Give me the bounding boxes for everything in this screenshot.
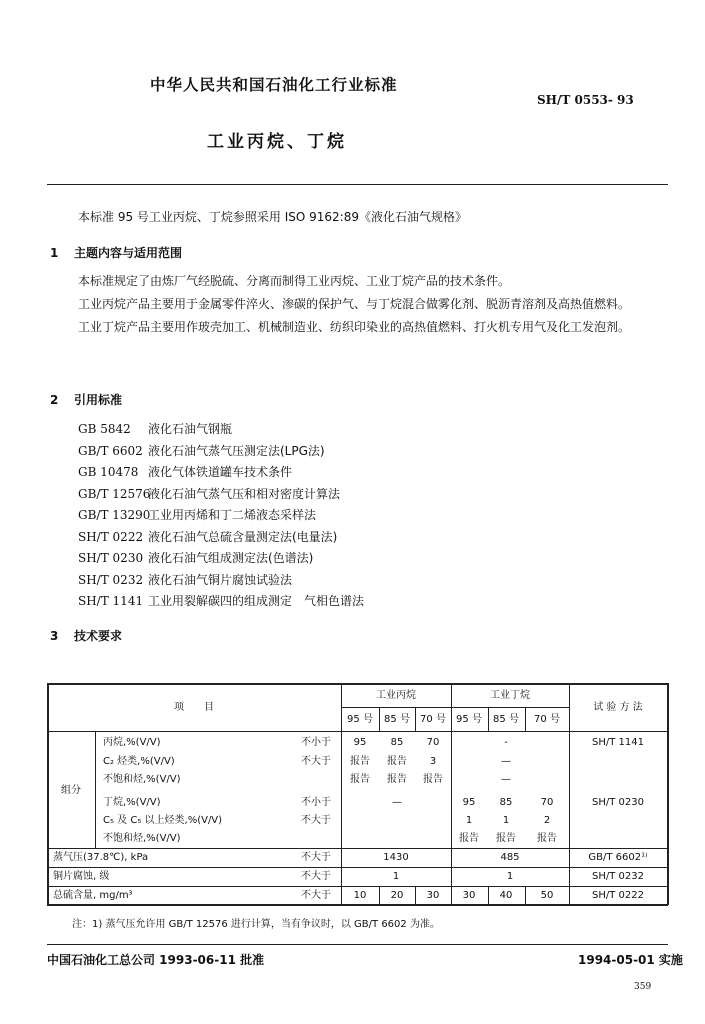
cell: 70 — [426, 737, 440, 748]
reference-name: 液化石油气蒸气压测定法(LPG法) — [148, 443, 325, 458]
table-line — [451, 683, 452, 905]
header-grade: 95 号 — [456, 714, 482, 725]
header-grade: 70 号 — [420, 714, 446, 725]
intro-paragraph: 本标准 95 号工业丙烷、丁烷参照采用 ISO 9162:89《液化石油气规格》 — [78, 210, 467, 224]
cell: 485 — [500, 852, 520, 863]
row-name: 不饱和烃,%(V/V) — [103, 774, 181, 785]
cell: — — [392, 797, 402, 808]
section-1-body — [52, 272, 668, 341]
group-label: 组分 — [61, 785, 81, 796]
table-line — [341, 683, 342, 905]
table-line — [47, 731, 668, 732]
standard-code: SH/T 0553- 93 — [537, 93, 634, 107]
header-propane: 工业丙烷 — [376, 690, 416, 701]
row-method: SH/T 0230 — [592, 797, 644, 808]
implementation-date: 1994-05-01 实施 — [578, 953, 683, 967]
table-line — [95, 731, 96, 848]
cell: 报告 — [350, 774, 370, 785]
cell: 1430 — [383, 852, 409, 863]
row-condition: 不大于 — [301, 890, 331, 901]
table-line — [415, 886, 416, 905]
reference-item — [78, 592, 364, 614]
footer-rule — [47, 944, 668, 945]
row-name: 丙烷,%(V/V) — [103, 737, 161, 748]
table-line — [47, 867, 668, 868]
reference-code: GB 10478 — [78, 465, 139, 479]
cell: 10 — [353, 890, 367, 901]
cell: 报告 — [423, 774, 443, 785]
table-note: 注：1) 蒸气压允许用 GB/T 12576 进行计算，当有争议时，以 GB/T 6602 为准。 — [72, 919, 440, 930]
cell: 报告 — [387, 774, 407, 785]
header-grade: 95 号 — [347, 714, 373, 725]
section-number: 1 — [50, 246, 59, 260]
cell: 30 — [462, 890, 476, 901]
reference-name: 液化石油气铜片腐蚀试验法 — [148, 572, 293, 587]
page-number: 359 — [634, 982, 652, 992]
cell: — — [501, 774, 511, 785]
reference-name: 液化石油气钢瓶 — [148, 422, 233, 436]
table-line — [415, 707, 416, 731]
cell: 2 — [543, 815, 551, 826]
cell: — — [501, 756, 511, 767]
row-name: 丁烷,%(V/V) — [103, 797, 161, 808]
row-condition: 不大于 — [301, 871, 331, 882]
reference-code: GB/T 12576 — [78, 486, 151, 501]
reference-code: SH/T 0232 — [78, 572, 144, 587]
reference-name: 工业用丙烯和丁二烯液态采样法 — [148, 508, 317, 522]
header-rule — [47, 184, 668, 185]
reference-item — [78, 463, 364, 485]
reference-code: SH/T 1141 — [78, 594, 144, 608]
reference-name: 液化气体铁道罐车技术条件 — [148, 465, 293, 479]
reference-item — [78, 506, 364, 528]
section-3-heading — [50, 627, 122, 644]
row-method: GB/T 6602¹⁾ — [588, 852, 648, 863]
section-number: 3 — [50, 629, 59, 643]
paragraph: 工业丁烷产品主要用作玻壳加工、机械制造业、纺织印染业的高热值燃料、打火机专用气及化工发泡剂。 — [78, 320, 631, 334]
row-method: SH/T 1141 — [592, 737, 644, 748]
paragraph: 工业丙烷产品主要用于金属零件淬火、渗碳的保护气、与丁烷混合做雾化剂、脱沥青溶剂及高热值燃料。 — [78, 297, 631, 311]
standard-body-title: 中华人民共和国石油化工行业标准 — [150, 76, 398, 94]
cell: - — [504, 737, 508, 748]
table-line — [379, 707, 380, 731]
reference-code: SH/T 0230 — [78, 551, 144, 565]
table-border-bottom — [47, 904, 668, 906]
table-line — [525, 886, 526, 905]
cell: 报告 — [459, 833, 479, 844]
reference-item — [78, 571, 364, 593]
cell: 1 — [502, 815, 510, 826]
reference-name: 液化石油气总硫含量测定法(电量法) — [148, 529, 338, 544]
row-condition: 不大于 — [301, 852, 331, 863]
cell: 50 — [540, 890, 554, 901]
row-condition: 不大于 — [301, 756, 331, 767]
reference-list — [78, 420, 364, 614]
table-border-right — [667, 683, 669, 905]
table-line — [525, 707, 526, 731]
reference-code: GB/T 6602 — [78, 443, 143, 458]
cell: 报告 — [350, 756, 370, 767]
cell: 报告 — [387, 756, 407, 767]
row-name: 不饱和烃,%(V/V) — [103, 833, 181, 844]
document-title: 工业丙烷、丁烷 — [207, 132, 347, 152]
header-grade: 85 号 — [384, 714, 410, 725]
section-title: 引用标准 — [74, 393, 123, 407]
table-border-left — [47, 683, 49, 905]
approval-line: 中国石油化工总公司 1993-06-11 批准 — [47, 953, 265, 967]
row-method: SH/T 0222 — [592, 890, 644, 901]
cell: 报告 — [537, 833, 557, 844]
cell: 95 — [462, 797, 476, 808]
header-grade: 85 号 — [493, 714, 519, 725]
reference-code: GB/T 13290 — [78, 508, 151, 522]
row-name: 总硫含量, mg/m³ — [53, 890, 133, 901]
row-method: SH/T 0232 — [592, 871, 644, 882]
table-line — [488, 886, 489, 905]
cell: 40 — [499, 890, 513, 901]
reference-item — [78, 549, 364, 571]
cell: 1 — [392, 871, 400, 882]
table-line — [47, 848, 668, 849]
row-condition: 不大于 — [301, 815, 331, 826]
row-name: 蒸气压(37.8℃), kPa — [53, 852, 149, 863]
row-name: C₂ 烃类,%(V/V) — [103, 756, 175, 767]
reference-name: 工业用裂解碳四的组成测定 气相色谱法 — [148, 594, 365, 608]
cell: 85 — [499, 797, 513, 808]
cell: 70 — [540, 797, 554, 808]
header-item: 项 目 — [174, 702, 214, 713]
spec-table — [47, 683, 668, 905]
row-condition: 不小于 — [301, 797, 331, 808]
cell: 1 — [465, 815, 473, 826]
header-grade: 70 号 — [534, 714, 560, 725]
section-title: 技术要求 — [74, 629, 123, 643]
cell: 95 — [353, 737, 367, 748]
table-line — [47, 886, 668, 887]
table-line — [488, 707, 489, 731]
row-name: C₅ 及 C₅ 以上烃类,%(V/V) — [103, 815, 223, 826]
section-2-heading — [50, 391, 122, 408]
paragraph: 本标准规定了由炼厂气经脱硫、分离而制得工业丙烷、工业丁烷产品的技术条件。 — [78, 274, 511, 288]
reference-name: 液化石油气组成测定法(色谱法) — [148, 551, 314, 565]
row-condition: 不小于 — [301, 737, 331, 748]
table-line — [341, 707, 569, 708]
reference-name: 液化石油气蒸气压和相对密度计算法 — [148, 486, 341, 501]
reference-item — [78, 442, 364, 464]
cell: 1 — [506, 871, 514, 882]
table-line — [379, 886, 380, 905]
table-border-top — [47, 683, 668, 685]
header-butane: 工业丁烷 — [490, 690, 530, 701]
cell: 20 — [390, 890, 404, 901]
cell: 报告 — [496, 833, 516, 844]
header-method: 试 验 方 法 — [593, 702, 643, 713]
reference-item — [78, 528, 364, 550]
table-line — [569, 683, 570, 905]
section-1-heading — [50, 244, 182, 261]
cell: 85 — [390, 737, 404, 748]
row-name: 铜片腐蚀, 级 — [53, 871, 110, 882]
cell: 30 — [426, 890, 440, 901]
reference-item — [78, 485, 364, 507]
section-number: 2 — [50, 393, 59, 407]
reference-item — [78, 420, 364, 442]
section-title: 主题内容与适用范围 — [74, 246, 183, 260]
reference-code: GB 5842 — [78, 422, 131, 436]
cell: 3 — [429, 756, 437, 767]
reference-code: SH/T 0222 — [78, 529, 144, 544]
